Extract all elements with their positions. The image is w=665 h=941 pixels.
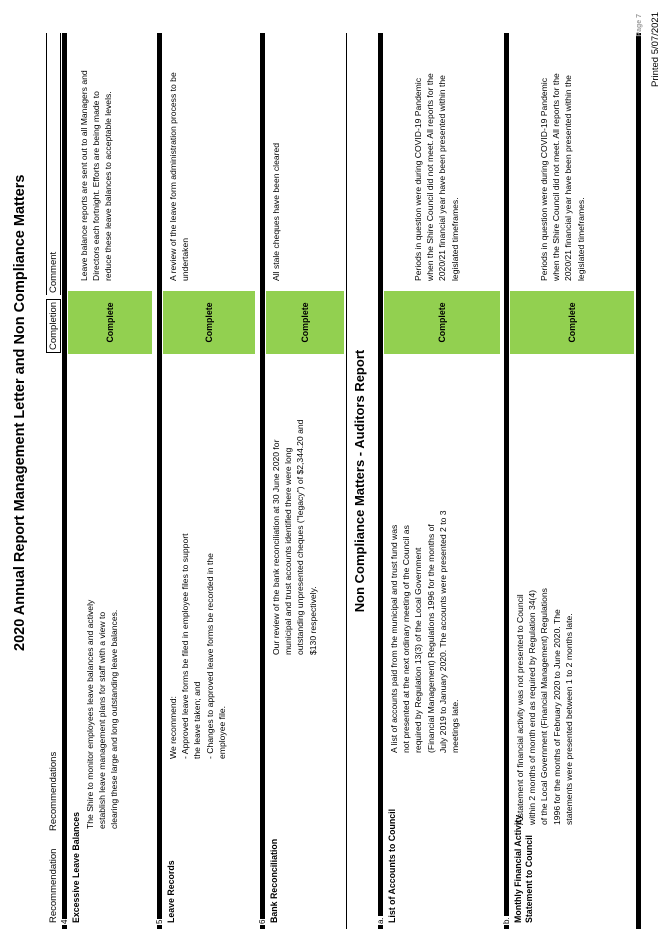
column-header-recommendations: Recommendations <box>48 751 59 831</box>
row-separator: b. <box>504 33 509 929</box>
printed-date: Printed 5/07/2021 <box>650 12 661 88</box>
row-label: Monthly Financial Activity Statement to Council <box>513 814 534 923</box>
row-separator: 4 <box>62 33 67 929</box>
divider <box>346 33 347 929</box>
completion-status: Complete <box>163 291 255 354</box>
row-label: Bank Reconciliation <box>269 838 279 923</box>
row-separator: 6 <box>260 33 265 929</box>
section-heading: Non Compliance Matters - Auditors Report <box>352 349 367 613</box>
comment-text: Leave balance reports are sent out to all Managers and Directors each fortnight. Efforts are being made to reduce these leave balances to acceptable levels. <box>79 70 114 281</box>
completion-status: Complete <box>266 291 344 354</box>
completion-status: Complete <box>384 291 500 354</box>
table-row <box>260 33 344 929</box>
recommendation-text: A statement of financial activity was not presented to Council within 2 months of month end as required by Regulation 34(4) of the Local Government (Financial Management) Regulations 1996 for the months of February 2020 to June 2020. The statements were presented between 1 to 2 months late. <box>515 588 574 825</box>
completion-status: Complete <box>68 291 152 354</box>
row-label: Excessive Leave Balances <box>71 811 81 923</box>
comment-text: Periods in question were during COVID-19 Pandemic when the Shire Council did not meet. All reports for the 2020/21 financial year have been presented within the legislated timeframes. <box>539 73 586 281</box>
column-header-recommendation: Recommendation <box>48 848 59 923</box>
completion-status: Complete <box>510 291 634 354</box>
table-row <box>504 33 634 929</box>
table-bottom-bar <box>636 33 641 929</box>
column-header-comment: Comment <box>46 33 61 295</box>
recommendation-text: Our review of the bank reconciliation at 30 June 2020 for municipal and trust accounts identified there were long outstanding unpresented cheques ("legacy") of $2,344.20 and $130 respectively. <box>271 419 318 655</box>
row-separator: a. <box>378 33 383 929</box>
recommendation-text: The Shire to monitor employees leave balances and actively establish leave management plans for staff with a view to clearing these large and long outstanding leave balances. <box>85 599 120 829</box>
column-header-completion: Completion <box>46 299 61 353</box>
table-row <box>378 33 502 929</box>
comment-text: All stale cheques have been cleared <box>271 142 281 281</box>
table-row <box>62 33 154 929</box>
page-watermark: Page 7 <box>636 14 643 37</box>
document-title: 2020 Annual Report Management Letter and Non Compliance Matters <box>12 174 28 651</box>
recommendation-text: A list of accounts paid from the municipal and trust fund was not presented at the next ordinary meeting of the Council as required by Regulation 13(3) of the Local Government (Financial Management) Regulations 1996 for the months of July 2019 to January 2020. The accounts were presented 2 to 3 meetings late. <box>389 510 461 753</box>
comment-text: A review of the leave form administration process to be undertaken <box>168 72 191 281</box>
row-separator: 5 <box>157 33 162 929</box>
row-label: List of Accounts to Council <box>387 808 397 923</box>
comment-text: Periods in question were during COVID-19 Pandemic when the Shire Council did not meet. All reports for the 2020/21 financial year have been presented within the legislated timeframes. <box>413 73 460 281</box>
row-label: Leave Records <box>166 860 176 923</box>
recommendation-text: We recommend: - Approved leave forms be filed in employee files to support the leave taken; and - Changes to approved leave forms be recorded in the employee file. <box>168 533 227 759</box>
table-row <box>157 33 257 929</box>
